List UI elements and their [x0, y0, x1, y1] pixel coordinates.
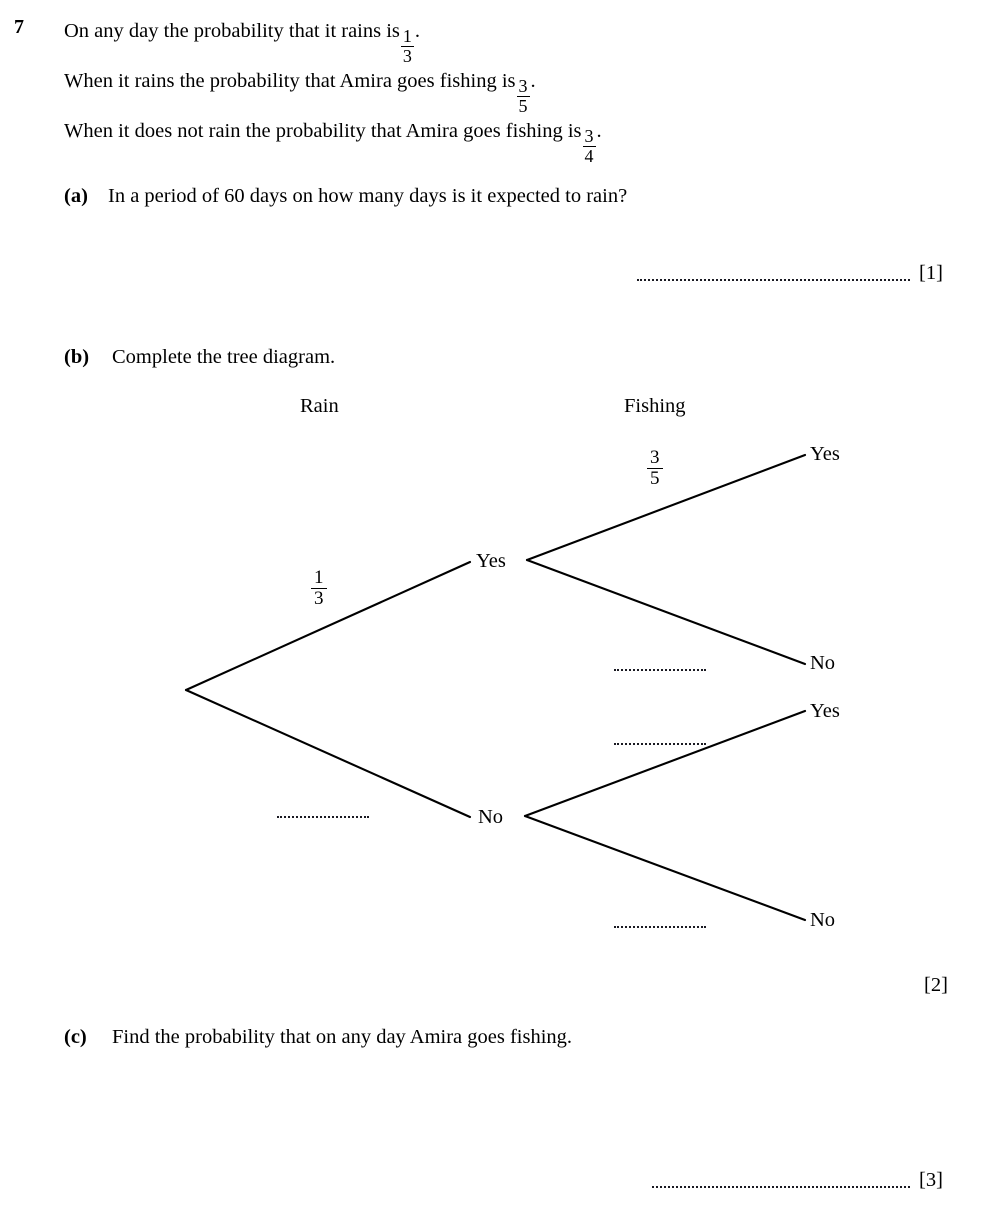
branch-fish-no-given-rain: [527, 560, 805, 664]
answer-line-a[interactable]: [637, 279, 910, 281]
part-b-label: (b): [64, 346, 90, 368]
fraction-denominator: 3: [402, 45, 412, 66]
branch-fish-no-given-norain: [525, 816, 805, 920]
statement-1-text: On any day the probability that it rains is: [64, 20, 400, 42]
part-a-text: In a period of 60 days on how many days is it expected to rain?: [108, 185, 628, 207]
tree-blank-fishing-yes-given-norain-probability[interactable]: [614, 743, 706, 745]
branch-fish-yes-given-rain: [527, 455, 805, 560]
tree-branch-lines: [0, 380, 1000, 950]
fraction-denominator: 5: [518, 95, 528, 116]
fraction-numerator: 3: [650, 447, 660, 468]
part-b-text: Complete the tree diagram.: [112, 346, 336, 368]
branch-fish-yes-given-norain: [525, 711, 805, 816]
marks-c: [3]: [919, 1169, 943, 1191]
fraction-numerator: 3: [584, 126, 594, 147]
answer-line-c[interactable]: [652, 1186, 910, 1188]
fraction-three-quarters: [583, 127, 596, 165]
tree-node-fishing-no-top: No: [810, 652, 836, 674]
tree-node-fishing-yes-top: Yes: [810, 443, 840, 465]
part-c-text: Find the probability that on any day Amira goes fishing.: [112, 1026, 573, 1048]
fraction-denominator: 4: [584, 145, 594, 166]
statement-2-period: .: [530, 70, 536, 92]
fraction-numerator: 1: [314, 567, 324, 588]
branch-rain-no: [186, 690, 470, 817]
fraction-numerator: 3: [518, 76, 528, 97]
fraction-one-third: [401, 27, 414, 65]
tree-label-fishing-yes-given-rain-probability: [647, 448, 663, 489]
tree-label-rain-yes-probability: [311, 568, 327, 609]
tree-node-rain-yes: Yes: [476, 550, 506, 572]
question-number: 7: [14, 16, 24, 38]
statement-3-period: .: [596, 120, 602, 142]
part-a-label: (a): [64, 185, 88, 207]
tree-node-fishing-no-bottom: No: [810, 909, 836, 931]
fraction-denominator: 5: [647, 468, 663, 489]
statement-line-3: [64, 120, 602, 166]
statement-2-text: When it rains the probability that Amira goes fishing is: [64, 70, 516, 92]
statement-3-text: When it does not rain the probability that Amira goes fishing is: [64, 120, 582, 142]
probability-tree-diagram: [0, 380, 1000, 950]
tree-header-rain: Rain: [300, 395, 339, 417]
tree-node-rain-no: No: [478, 806, 504, 828]
tree-header-fishing: Fishing: [624, 395, 686, 417]
tree-blank-fishing-no-given-norain-probability[interactable]: [614, 926, 706, 928]
branch-rain-yes: [186, 562, 470, 690]
statement-1-period: .: [414, 20, 421, 42]
tree-blank-rain-no-probability[interactable]: [277, 816, 369, 818]
tree-node-fishing-yes-bottom: Yes: [810, 700, 840, 722]
fraction-three-fifths: [517, 77, 530, 115]
marks-a: [1]: [919, 262, 943, 284]
statement-line-2: [64, 70, 536, 116]
statement-line-1: [64, 20, 421, 66]
fraction-numerator: 1: [402, 26, 412, 47]
tree-blank-fishing-no-given-rain-probability[interactable]: [614, 669, 706, 671]
fraction-denominator: 3: [311, 588, 327, 609]
marks-b: [2]: [924, 974, 948, 996]
part-c-label: (c): [64, 1026, 87, 1048]
